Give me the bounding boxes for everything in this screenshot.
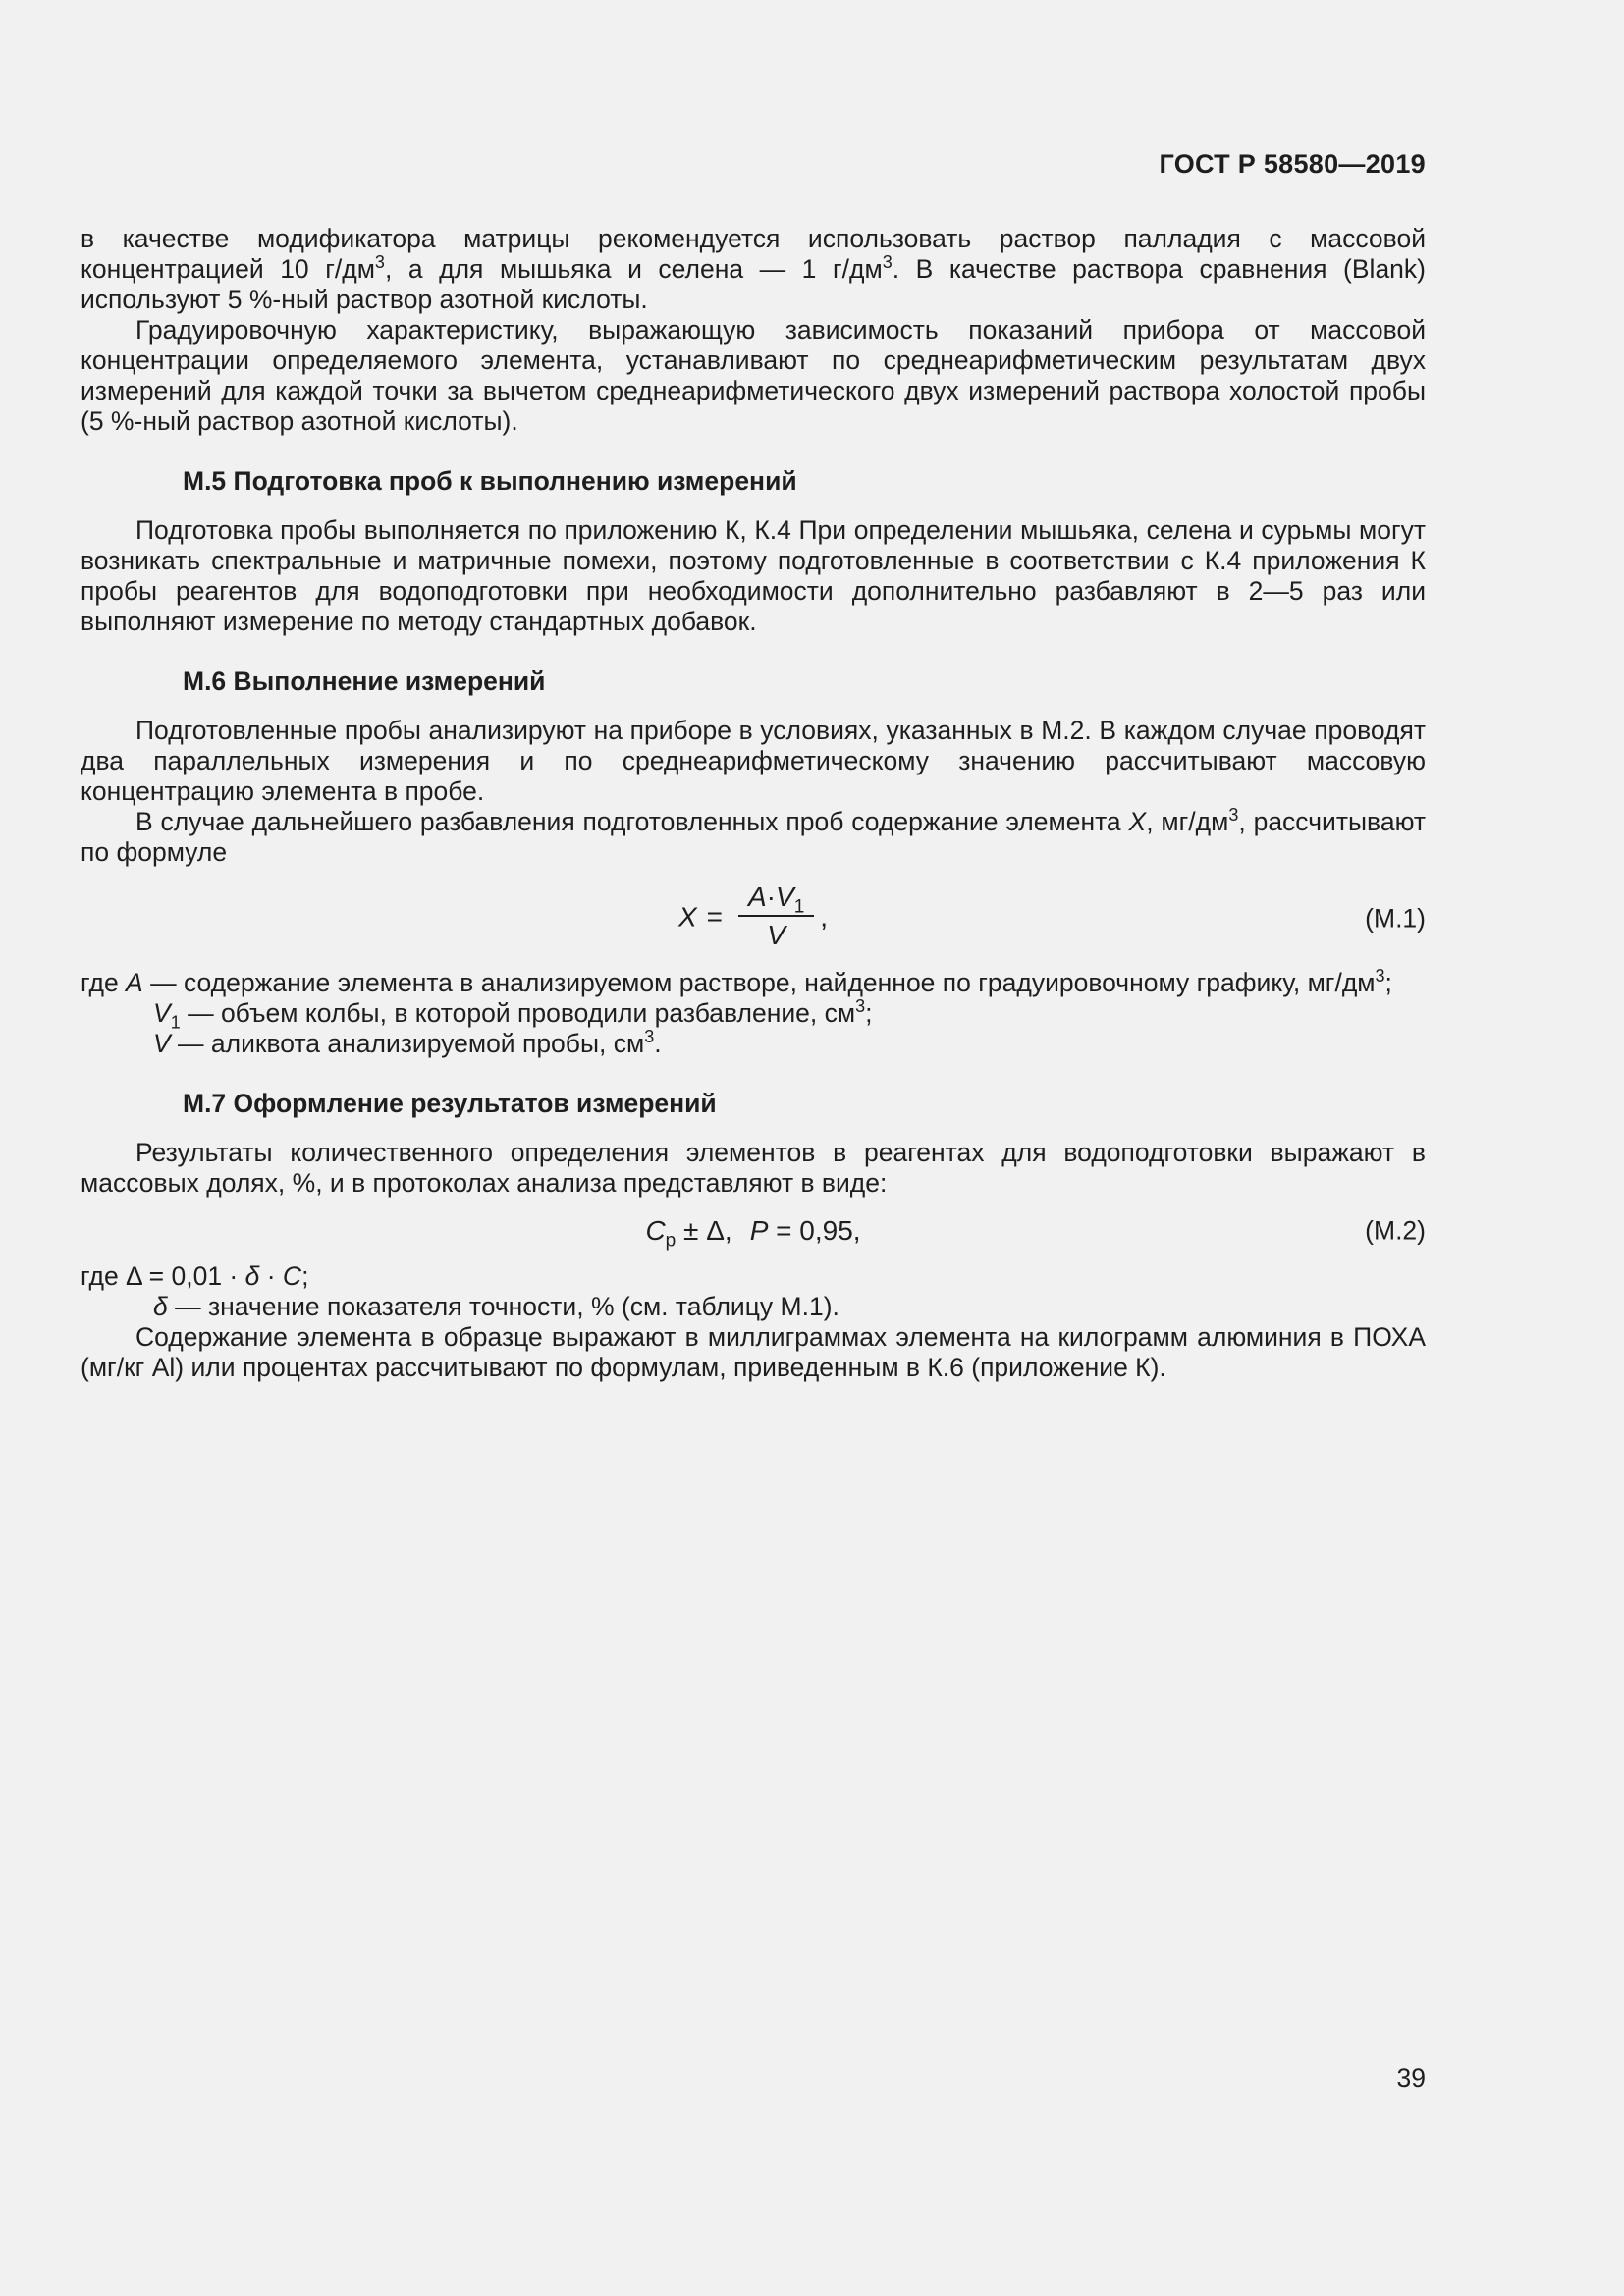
variable-c: C [282, 1261, 302, 1291]
page-number: 39 [1396, 2063, 1426, 2093]
section-heading-m5: М.5 Подготовка проб к выполнению измерений [183, 466, 797, 496]
superscript: 3 [855, 996, 866, 1017]
capital-delta-symbol: Δ [126, 1261, 142, 1291]
definition-v1: $V_1$ — объем колбы, в которой проводили разбавление, $см^3$; [153, 996, 873, 1033]
variable-v: V [153, 1029, 171, 1058]
paragraph-results: Результаты количественного определения элементов в реагентах для водоподготовки выражают в массовых долях, %, и в протоколах анализа представляют в виде: [81, 1138, 1426, 1198]
variable-c: C [645, 1215, 666, 1246]
definition-small-delta: δ — значение показателя точности, % (см. таблицу М.1). [153, 1292, 839, 1321]
superscript: 3 [644, 1027, 655, 1047]
formula-m1-row [81, 881, 1426, 953]
definition-delta-eq: где Δ = 0,01 · δ · C; [81, 1261, 309, 1291]
subscript: 1 [793, 896, 805, 918]
variable-a: A [126, 968, 143, 997]
superscript: 3 [374, 252, 385, 273]
paragraph-calibration: Градуировочную характеристику, выражающую зависимость показаний прибора от массовой концентрации определяемого элемента, устанавливают по среднеарифметическим результатам двух измерений для каждой точки за вычетом среднеарифметического двух измерений раствора холостой пробы (5 %-ный раствор азотной кислоты). [81, 315, 1426, 436]
paragraph-measurement: Подготовленные пробы анализируют на приборе в условиях, указанных в М.2. В каждом случае проводят два параллельных измерения и по среднеарифметическому значению рассчитывают массовую концентрацию элемента в пробе. [81, 716, 1426, 806]
running-header [81, 149, 1426, 180]
superscript: 3 [882, 252, 893, 273]
section-heading-m7: М.7 Оформление результатов измерений [183, 1089, 717, 1118]
section-heading-m6: М.6 Выполнение измерений [183, 667, 546, 696]
superscript: 3 [1375, 966, 1385, 987]
delta-symbol: Δ, [706, 1215, 732, 1246]
subscript: p [665, 1230, 677, 1252]
paragraph-dilution: В случае дальнейшего разбавления подготовленных проб содержание элемента X, $мг/дм^3$, рассчитывают по формуле [81, 805, 1426, 867]
variable-v1: V [153, 998, 171, 1028]
formula-m2-number: (М.2) [1365, 1215, 1426, 1246]
definition-a: где A — содержание элемента в анализируемом растворе, найденное по градуировочному графику, $мг/дм^3$; [81, 966, 1392, 997]
fraction-numerator: $A\cdot V_1$ [738, 881, 814, 917]
equals-sign: = [706, 901, 723, 933]
paragraph-sample-preparation: Подготовка пробы выполняется по приложению К, К.4 При определении мышьяка, селена и сурьмы могут возникать спектральные и матричные помехи, поэтому подготовленные в соответствии с К.4 приложения К пробы реагентов для водоподготовки при необходимости дополнительно разбавляют в 2—5 раз или выполняют измерение по методу стандартных добавок. [81, 515, 1426, 636]
formula-m1: X = $\frac{A\cdot V_1}{V}$ , [677, 881, 829, 950]
small-delta-symbol: δ [244, 1261, 260, 1291]
formula-m2: $C_p \pm \Delta$, P = 0,95, [645, 1215, 861, 1252]
variable-p: P [749, 1215, 769, 1246]
formula-m1-number: (М.1) [1365, 903, 1426, 934]
multiply-dot: · [766, 881, 776, 912]
doc-number: ГОСТ Р 58580—2019 [1159, 149, 1426, 179]
paragraph-matrix-modifier: в качестве модификатора матрицы рекомендуется использовать раствор палладия с массовой концентрацией 10 $г/дм^3$, а для мышьяка и селена — 1 $г/дм^3$. В качестве раствора сравнения (Blank) используют 5 %-ный раствор азотной кислоты. [81, 224, 1426, 314]
variable-x: X [1128, 807, 1147, 836]
paragraph-element-content: Содержание элемента в образце выражают в миллиграммах элемента на килограмм алюминия в ПОХА (мг/кг Al) или процентах рассчитывают по формулам, приведенным в К.6 (приложение К). [81, 1322, 1426, 1382]
small-delta-symbol: δ [153, 1292, 168, 1321]
document-content [81, 224, 1426, 1383]
superscript: 3 [1228, 805, 1239, 826]
fraction [738, 881, 814, 950]
definition-v: V — аликвота анализируемой пробы, $см^3$. [153, 1027, 662, 1058]
formula-m2-row [81, 1215, 1426, 1252]
variable-x: X [677, 901, 697, 933]
plus-minus-sign: ± [683, 1215, 699, 1246]
subscript: 1 [170, 1012, 181, 1033]
fraction-denominator: V [767, 920, 785, 950]
